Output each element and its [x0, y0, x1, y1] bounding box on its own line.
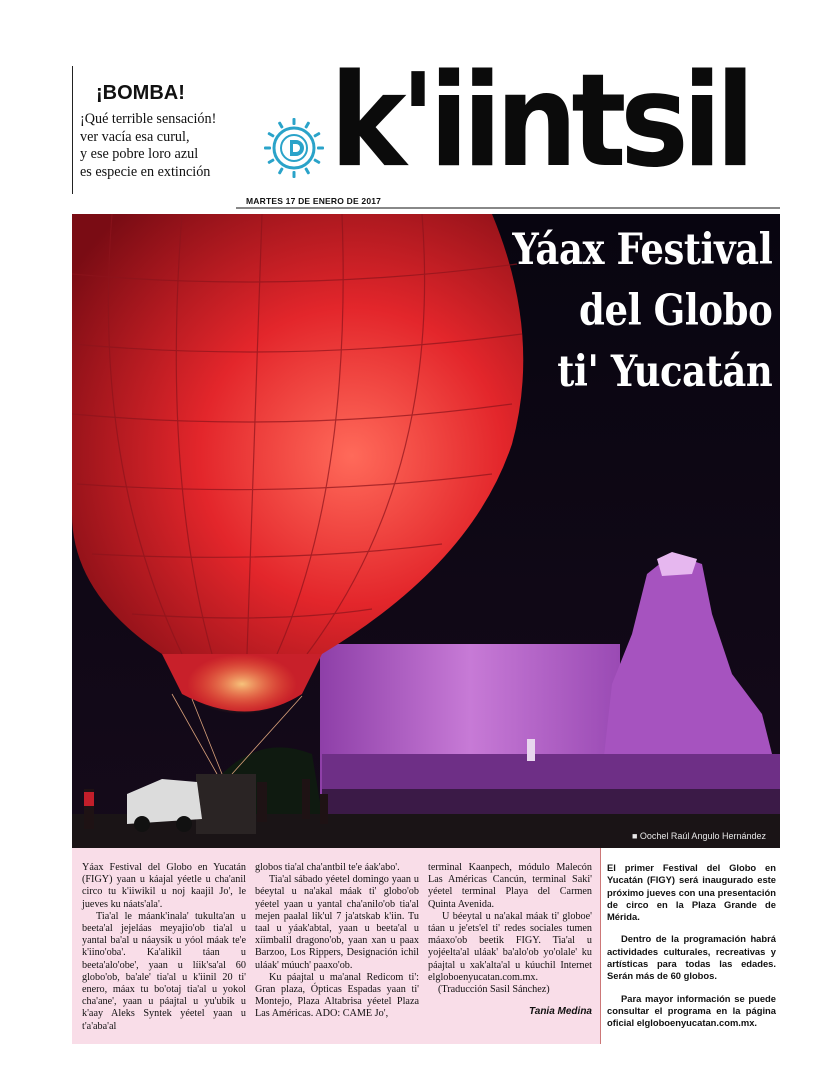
article-body	[72, 848, 600, 1044]
article-column	[428, 862, 592, 1044]
issue-date: MARTES 17 DE ENERO DE 2017	[246, 196, 382, 206]
sun-logo-icon	[262, 116, 326, 180]
article-paragraph: Tia'al le máank'inala' tukulta'an u beeta'al jejeláas meyajio'ob tia'al u yantal ba'al u náaysik u yóol máak te'e k'iino'oba'. Ka'alikil táan u beeta'alo'obe', yaan u líik'sa'al 60 globo'ob, ba'ale' tia'al u k'iinil 20 ti' enero, máax tu bo'otaj tia'al u yokol cha'ane', yaan u páajtal u yu'ubik u k'aay Aleks Syntek yéetel yaan u t'a'aba'al	[82, 910, 246, 1032]
article-paragraph: Tia'al sábado yéetel domingo yaan u béeytal u na'akal máak ti' globo'ob yéetel yaan u yantal cha'anilo'ob tia'al mejen paalal lik'ul 7 ja'atskab k'iin. Tu taal u yáak'abtal, yaan u beeta'al u xíimbalil dragono'ob, yaan xan u paax Barzoo, Los Rippers, Designación ichil uláak' múuch' paaxo'ob.	[255, 874, 419, 971]
summary-sidebar	[600, 848, 780, 1044]
masthead-rule	[236, 207, 780, 209]
balloon-basket	[196, 774, 256, 834]
headline-line: Yáax Festival	[512, 225, 772, 275]
article-paragraph: Ku páajtal u ma'anal Redicom ti': Gran plaza, Ópticas Espadas yaan ti' Montejo, Plaza Altabrisa yéetel Plaza Las Américas. ADO: CAME Jo',	[255, 971, 419, 1020]
headline-line: ti' Yucatán	[556, 347, 772, 397]
article-paragraph: terminal Kaanpech, módulo Malecón Las Américas Cancún, terminal Saki' yéetel terminal Playa del Carmen Quinta Avenida.	[428, 862, 592, 910]
masthead-title: k'iintsil	[330, 47, 749, 196]
article-author: Tania Medina	[529, 1006, 592, 1018]
bomba-title: ¡BOMBA!	[96, 82, 185, 104]
article-paragraph: Yáax Festival del Globo en Yucatán (FIGY) yaan u káajal yéetle u cha'anil circo tu k'iiwikil u noj kaajil Jo', le jueves ku náats'ala'.	[82, 862, 246, 910]
bomba-line: es especie en extinción	[80, 163, 211, 180]
article-column	[82, 862, 246, 1044]
summary-paragraph: El primer Festival del Globo en Yucatán (FIGY) será inaugurado este próximo jueves con una presentación de circo en la Plaza Grande de Mérida.	[607, 862, 776, 923]
summary-paragraph: Para mayor información se puede consultar el programa en la página oficial elgloboenyucatan.com.mx.	[607, 992, 776, 1029]
headline-line: del Globo	[578, 286, 772, 336]
article-column	[255, 862, 419, 1044]
translation-credit: (Traducción Sasil Sánchez)	[438, 984, 550, 996]
article-paragraph: globos tia'al cha'antbil te'e áak'abo'.	[255, 862, 400, 873]
cover-headline	[512, 220, 772, 403]
bomba-box	[72, 66, 252, 194]
bomba-line: ¡Qué terrible sensación!	[80, 111, 217, 127]
photo-credit: ■ Oochel Raúl Angulo Hernández	[631, 831, 766, 841]
bomba-line: y ese pobre loro azul	[80, 146, 199, 162]
bomba-line: ver vacía esa curul,	[80, 128, 190, 145]
cover-photo	[72, 214, 780, 848]
article-paragraph: U béeytal u na'akal máak ti' globoe' táan u je'ets'el ti' redes sociales tumen máaxo'ob beetik FIGY. Tia'al u yojéelta'al uláak' ba'alo'ob yo'olale' ku páajtal u xak'alta'al u kúuchil Internet elgloboenyucatan.com.mx.	[428, 910, 592, 983]
summary-paragraph: Dentro de la programación habrá actividades culturales, recreativas y artísticas para todas las edades. Serán más de 60 globos.	[607, 933, 776, 982]
